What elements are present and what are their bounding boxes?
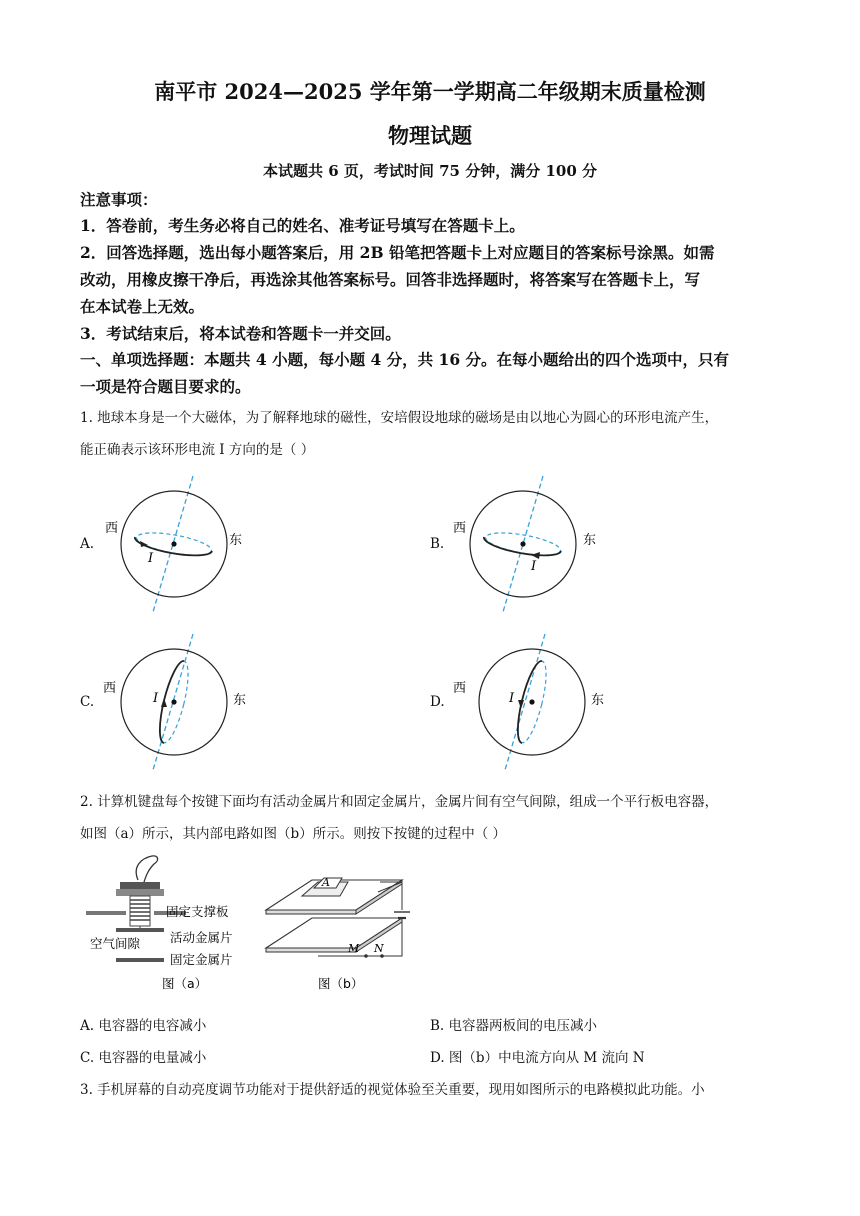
question-2-option-d: D. 图（b）中电流方向从 M 流向 N: [430, 1050, 645, 1066]
question-3-stem: 3. 手机屏幕的自动亮度调节功能对于提供舒适的视觉体验至关重要，现用如图所示的电路模拟此功能。小: [80, 1082, 705, 1098]
earth-center: [171, 541, 176, 546]
question-2-option-b: B. 电容器两板间的电压减小: [430, 1018, 598, 1034]
question-1-stem: 能正确表示该环形电流 I 方向的是（ ）: [80, 442, 315, 458]
option-a-label: A.: [80, 536, 95, 552]
current-label: I: [531, 559, 537, 574]
label-movable-plate: 活动金属片: [170, 930, 233, 945]
west-label: 西: [103, 681, 117, 696]
notice-heading: 注意事项：: [80, 190, 158, 209]
question-2-option-c: C. 电容器的电量减小: [80, 1050, 207, 1066]
east-label: 东: [591, 693, 605, 708]
notice-line: 1．答卷前，考生务必将自己的姓名、准考证号填写在答题卡上。: [80, 216, 525, 235]
current-label: I: [148, 551, 154, 566]
earth-center: [520, 541, 525, 546]
key-cap-base: [116, 889, 164, 896]
notice-line: 3．考试结束后，将本试卷和答题卡一并交回。: [80, 324, 401, 343]
finger-icon: [136, 856, 157, 882]
key-cap: [120, 882, 160, 889]
fixed-plate: [116, 958, 164, 962]
west-label: 西: [453, 521, 467, 536]
subject-title: 物理试题: [388, 123, 472, 148]
east-label: 东: [229, 533, 243, 548]
section-heading: 一、单项选择题：本题共 4 小题，每小题 4 分，共 16 分。在每小题给出的四个选项中，只有: [80, 350, 730, 369]
movable-plate: [116, 928, 164, 932]
east-label: 东: [233, 693, 247, 708]
arrow-icon: [531, 552, 540, 559]
figure-a-caption: 图（a）: [162, 976, 208, 991]
notice-line: 改动，用橡皮擦干净后，再选涂其他答案标号。回答非选择题时，将答案写在答题卡上，写: [80, 270, 701, 289]
section-heading: 一项是符合题目要求的。: [80, 377, 251, 396]
earth-center: [171, 699, 176, 704]
current-label: I: [509, 691, 515, 706]
figure-b-circuit: [262, 852, 422, 1002]
current-label: I: [153, 691, 159, 706]
figure-b-caption: 图（b）: [318, 976, 364, 991]
question-2-stem: 2. 计算机键盘每个按键下面均有活动金属片和固定金属片，金属片间有空气间隙，组成一个平行板电容器，: [80, 794, 719, 810]
point-n-label: N: [374, 942, 384, 955]
figure-a-keyboard: [86, 852, 266, 1002]
label-fixed-plate: 固定金属片: [170, 952, 233, 967]
earth-center: [529, 699, 534, 704]
question-2-option-a: A. 电容器的电容减小: [80, 1018, 207, 1034]
notice-line: 2．回答选择题，选出每小题答案后，用 2B 铅笔把答题卡上对应题目的答案标号涂黑。如需: [80, 243, 715, 262]
key-a-label: A: [322, 876, 330, 889]
exam-info: 本试题共 6 页，考试时间 75 分钟，满分 100 分: [263, 162, 597, 180]
west-label: 西: [453, 681, 467, 696]
label-air-gap: 空气间隙: [90, 936, 141, 951]
option-c-figure: [95, 632, 255, 772]
option-b-figure: [443, 474, 603, 614]
spring-coils: [130, 900, 150, 920]
option-a-figure: [95, 474, 255, 614]
question-2-stem: 如图（a）所示，其内部电路如图（b）所示。则按下按键的过程中（ ）: [80, 826, 506, 842]
point-m-label: M: [348, 942, 360, 955]
support-plate: [86, 911, 126, 915]
question-1-stem: 1. 地球本身是一个大磁体，为了解释地球的磁性，安培假设地球的磁场是由以地心为圆心的环形电流产生，: [80, 410, 719, 426]
option-b-label: B.: [430, 536, 445, 552]
east-label: 东: [583, 533, 597, 548]
notice-line: 在本试卷上无效。: [80, 297, 205, 316]
west-label: 西: [105, 521, 119, 536]
label-support-plate: 固定支撑板: [166, 904, 229, 919]
exam-title: 南平市 2024—2025 学年第一学期高二年级期末质量检测: [154, 79, 706, 104]
option-d-figure: [443, 632, 613, 772]
option-d-label: D.: [430, 694, 445, 710]
arrow-icon: [161, 698, 167, 707]
option-c-label: C.: [80, 694, 95, 710]
